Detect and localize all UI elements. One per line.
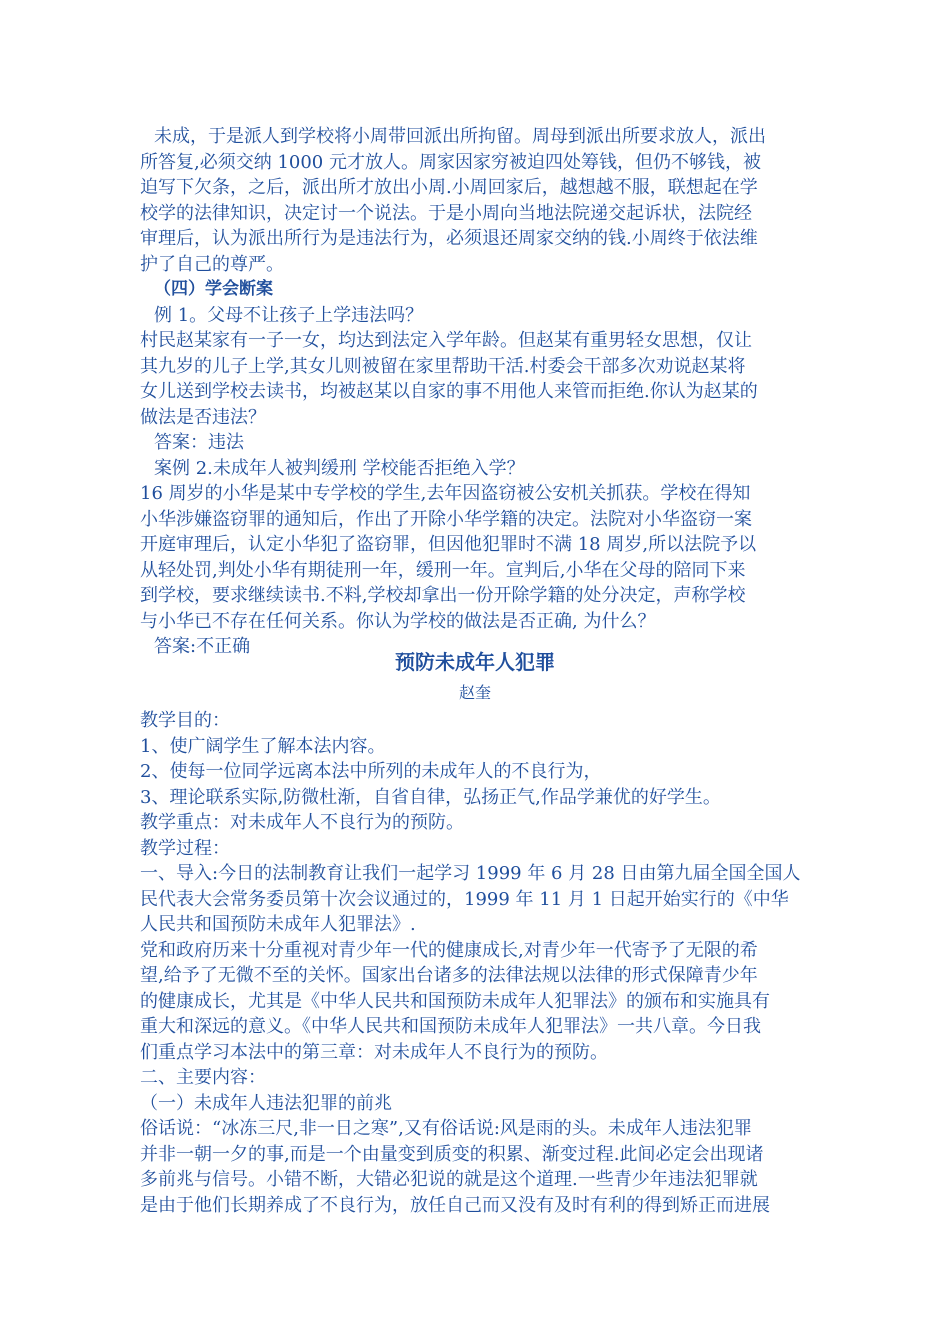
- text-line: 教学重点：对未成年人不良行为的预防。: [140, 812, 464, 833]
- text-line: 与小华已不存在任何关系。你认为学校的做法是否正确, 为什么？: [140, 610, 656, 632]
- text-line: 2、使每一位同学远离本法中所列的未成年人的不良行为，: [140, 761, 602, 782]
- text-line: 并非一朝一夕的事,而是一个由量变到质变的积累、渐变过程.此间必定会出现诸: [140, 1143, 764, 1165]
- text-line: 小华涉嫌盗窃罪的通知后，作出了开除小华学籍的决定。法院对小华盗窃一案: [140, 508, 752, 530]
- story-paragraph: [140, 124, 820, 660]
- text-line: 是由于他们长期养成了不良行为，放任自己而又没有及时有利的得到矫正而进展: [140, 1194, 770, 1216]
- text-line: 案例 2.未成年人被判缓刑 学校能否拒绝入学？: [154, 457, 525, 479]
- text-line: 教学目的：: [140, 710, 230, 731]
- text-line: 俗话说：“冰冻三尺,非一日之寒”,又有俗话说:风是雨的头。未成年人违法犯罪: [140, 1118, 752, 1139]
- text-line: 校学的法律知识，决定讨一个说法。于是小周向当地法院递交起诉状，法院经: [140, 202, 752, 224]
- text-line: 所答复,必须交纳 1000 元才放人。周家因家穷被迫四处筹钱，但仍不够钱，被: [140, 151, 761, 173]
- text-line: 开庭审理后，认定小华犯了盗窃罪，但因他犯罪时不满 18 周岁,所以法院予以: [140, 534, 757, 555]
- document-title: 预防未成年人犯罪: [395, 650, 555, 674]
- lesson-body: [140, 708, 820, 1218]
- text-line: 其九岁的儿子上学,其女儿则被留在家里帮助干活.村委会干部多次劝说赵某将: [140, 355, 746, 377]
- text-line: 3、理论联系实际,防微杜渐，自省自律，弘扬正气,作品学兼优的好学生。: [140, 786, 721, 808]
- text-line: 未成，于是派人到学校将小周带回派出所拘留。周母到派出所要求放人，派出: [154, 126, 766, 147]
- text-line: 护了自己的尊严。: [140, 253, 284, 275]
- text-line: 党和政府历来十分重视对青少年一代的健康成长,对青少年一代寄予了无限的希: [140, 939, 758, 961]
- section-heading: （四）学会断案: [154, 279, 273, 299]
- text-line: 多前兆与信号。小错不断，大错必犯说的就是这个道理.一些青少年违法犯罪就: [140, 1169, 758, 1190]
- text-line: 们重点学习本法中的第三章：对未成年人不良行为的预防。: [140, 1041, 608, 1063]
- text-line: 的健康成长，尤其是《中华人民共和国预防未成年人犯罪法》的颁布和实施具有: [140, 990, 770, 1012]
- text-line: 二、主要内容：: [140, 1067, 266, 1088]
- text-line: 一、导入:今日的法制教育让我们一起学习 1999 年 6 月 28 日由第九届全国全国人: [140, 863, 801, 884]
- text-line: 做法是否违法？: [140, 406, 266, 428]
- text-line: 村民赵某家有一子一女，均达到法定入学年龄。但赵某有重男轻女思想，仅让: [140, 330, 752, 351]
- text-line: 1、使广阔学生了解本法内容。: [140, 735, 386, 757]
- author-name: 赵奎: [458, 683, 491, 702]
- text-line: 从轻处罚,判处小华有期徒刑一年，缓刑一年。宣判后,小华在父母的陪同下来: [140, 559, 746, 581]
- text-line: 到学校，要求继续读书.不料,学校却拿出一份开除学籍的处分决定，声称学校: [140, 585, 746, 606]
- text-line: 重大和深远的意义。《中华人民共和国预防未成年人犯罪法》一共八章。今日我: [140, 1016, 761, 1037]
- text-line: 16 周岁的小华是某中专学校的学生,去年因盗窃被公安机关抓获。学校在得知: [140, 483, 751, 504]
- answer-line: 答案：违法: [154, 432, 244, 453]
- text-line: 人民共和国预防未成年人犯罪法》.: [140, 914, 416, 935]
- text-line: 例 1。父母不让孩子上学违法吗？: [154, 304, 424, 326]
- text-line: 女儿送到学校去读书，均被赵某以自家的事不用他人来管而拒绝.你认为赵某的: [140, 381, 758, 402]
- text-line: 审理后，认为派出所行为是违法行为，必须退还周家交纳的钱.小周终于依法维: [140, 228, 758, 249]
- answer-line: 答案:不正确: [154, 636, 251, 657]
- text-line: 迫写下欠条，之后，派出所才放出小周.小周回家后，越想越不服，联想起在学: [140, 177, 758, 198]
- text-line: 民代表大会常务委员第十次会议通过的，1999 年 11 月 1 日起开始实行的《中华: [140, 888, 789, 910]
- text-line: 教学过程：: [140, 837, 230, 859]
- text-line: （一）未成年人违法犯罪的前兆: [140, 1092, 392, 1114]
- text-line: 望,给予了无微不至的关怀。国家出台诸多的法律法规以法律的形式保障青少年: [140, 965, 758, 986]
